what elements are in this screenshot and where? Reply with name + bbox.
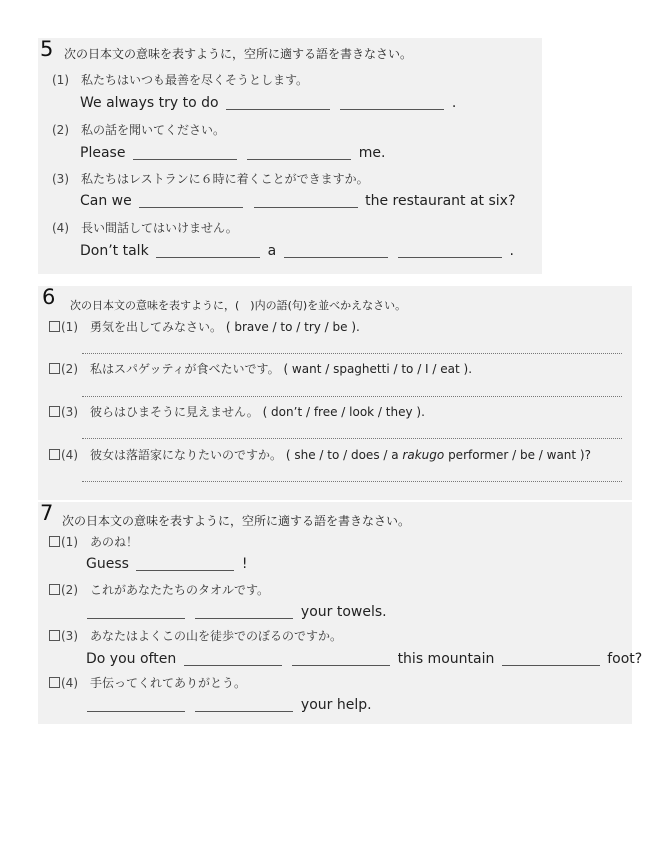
answer-blank[interactable] [502,651,600,666]
s5-q3-ja: 私たちはレストランに６時に着くことができますか。 [81,172,369,186]
s5-q2-en-before: Please [80,145,126,161]
s5-q3-english [80,193,515,209]
s5-q3-number: (3) [52,172,69,186]
s7-q2-japanese [49,581,269,598]
answer-blank[interactable] [226,95,330,110]
s7-q1-number: (1) [61,535,78,549]
section5-instruction: 次の日本文の意味を表すように，空所に適する語を書きなさい。 [64,47,413,61]
answer-blank[interactable] [156,243,260,258]
answer-blank[interactable] [87,604,185,619]
answer-blank[interactable] [247,145,351,160]
s6-q2-number: (2) [61,362,78,376]
checkbox[interactable] [49,449,60,460]
s6-q1-words: ( brave / to / try / be ). [225,320,360,334]
s6-q1 [49,318,360,335]
s7-q2-english [84,604,387,620]
s7-q3-en-before: Do you often [86,651,177,667]
s5-q1-japanese [52,71,308,88]
s7-q2-number: (2) [61,583,78,597]
s5-q3-en-before: Can we [80,193,132,209]
answer-blank[interactable] [139,193,243,208]
s7-q2-ja: これがあなたたちのタオルです。 [90,583,270,597]
s7-q1-en-after: ! [241,556,248,572]
s7-q1-en-before: Guess [86,556,129,572]
s7-q1-ja: あのね！ [90,535,139,549]
section6-instruction: 次の日本文の意味を表すように，( )内の語(句)を並べかえなさい。 [70,299,407,312]
s7-q3-number: (3) [61,629,78,643]
s6-q4 [49,446,591,463]
answer-blank[interactable] [136,556,234,571]
s7-q4-english [84,697,372,713]
s6-q3 [49,403,425,420]
answer-blank[interactable] [284,243,388,258]
s7-q3-ja: あなたはよくこの山を徒歩でのぼるのですか。 [90,629,343,643]
s5-q2-ja: 私の話を聞いてください。 [81,123,226,137]
checkbox[interactable] [49,363,60,374]
s7-q3-en-mid: this mountain [397,651,495,667]
checkbox[interactable] [49,321,60,332]
s6-q1-number: (1) [61,320,78,334]
answer-line[interactable] [82,396,622,397]
s5-q4-english [80,243,514,259]
s5-q2-number: (2) [52,123,69,137]
s6-q2-ja: 私はスパゲッティが食べたいです。 [90,362,280,376]
answer-blank[interactable] [254,193,358,208]
s6-q4-number: (4) [61,448,78,462]
s5-q4-number: (4) [52,221,69,235]
s6-q2 [49,360,472,377]
s7-q1-japanese [49,533,138,550]
answer-blank[interactable] [195,697,293,712]
checkbox[interactable] [49,677,60,688]
s5-q3-japanese [52,170,369,187]
s7-q4-en-after: your help. [300,697,372,713]
s7-q3-japanese [49,627,342,644]
s6-q3-number: (3) [61,405,78,419]
s6-q3-ja: 彼らはひまそうに見えません。 [90,405,259,419]
s5-q4-en-after: . [509,243,514,259]
s7-q4-japanese [49,674,246,691]
answer-line[interactable] [82,353,622,354]
s5-q4-japanese [52,219,238,236]
answer-blank[interactable] [292,651,390,666]
answer-blank[interactable] [87,697,185,712]
answer-blank[interactable] [398,243,502,258]
s6-q2-words: ( want / spaghetti / to / I / eat ). [283,362,473,376]
checkbox[interactable] [49,584,60,595]
s7-q3-en-after: foot? [607,651,643,667]
s5-q4-en-mid: a [267,243,277,259]
s5-q4-en-before: Don’t talk [80,243,149,259]
section7-instruction: 次の日本文の意味を表すように，空所に適する語を書きなさい。 [62,514,411,528]
section6-number: 6 [42,285,56,309]
answer-blank[interactable] [133,145,237,160]
s6-q4-words-after: performer / be / want )? [448,448,591,462]
s7-q1-english [86,556,247,572]
answer-line[interactable] [82,481,622,482]
checkbox[interactable] [49,630,60,641]
s7-q4-ja: 手伝ってくれてありがとう。 [90,676,247,690]
s7-q4-number: (4) [61,676,78,690]
s5-q1-english [80,95,456,111]
section7-number: 7 [40,501,54,525]
answer-blank[interactable] [195,604,293,619]
s6-q1-ja: 勇気を出してみなさい。 [90,320,223,334]
s5-q1-ja: 私たちはいつも最善を尽くそうとします。 [81,73,309,87]
s5-q2-english [80,145,386,161]
s5-q1-en-after: . [451,95,457,111]
s5-q3-en-after: the restaurant at six? [365,193,516,209]
s5-q1-en-before: We always try to do [80,95,219,111]
s7-q3-english [86,651,642,667]
section5-number: 5 [40,37,54,61]
s5-q1-number: (1) [52,73,69,87]
checkbox[interactable] [49,536,60,547]
s5-q4-ja: 長い間話してはいけません。 [81,221,238,235]
s7-q2-en-after: your towels. [300,604,387,620]
answer-line[interactable] [82,438,622,439]
s5-q2-japanese [52,121,225,138]
s5-q2-en-after: me. [358,145,386,161]
s6-q4-words-before: ( she / to / does / a [285,448,399,462]
s6-q4-words-italic: rakugo [402,448,445,462]
answer-blank[interactable] [340,95,444,110]
s6-q3-words: ( don’t / free / look / they ). [262,405,425,419]
answer-blank[interactable] [184,651,282,666]
s6-q4-ja: 彼女は落語家になりたいのですか。 [90,448,283,462]
checkbox[interactable] [49,406,60,417]
